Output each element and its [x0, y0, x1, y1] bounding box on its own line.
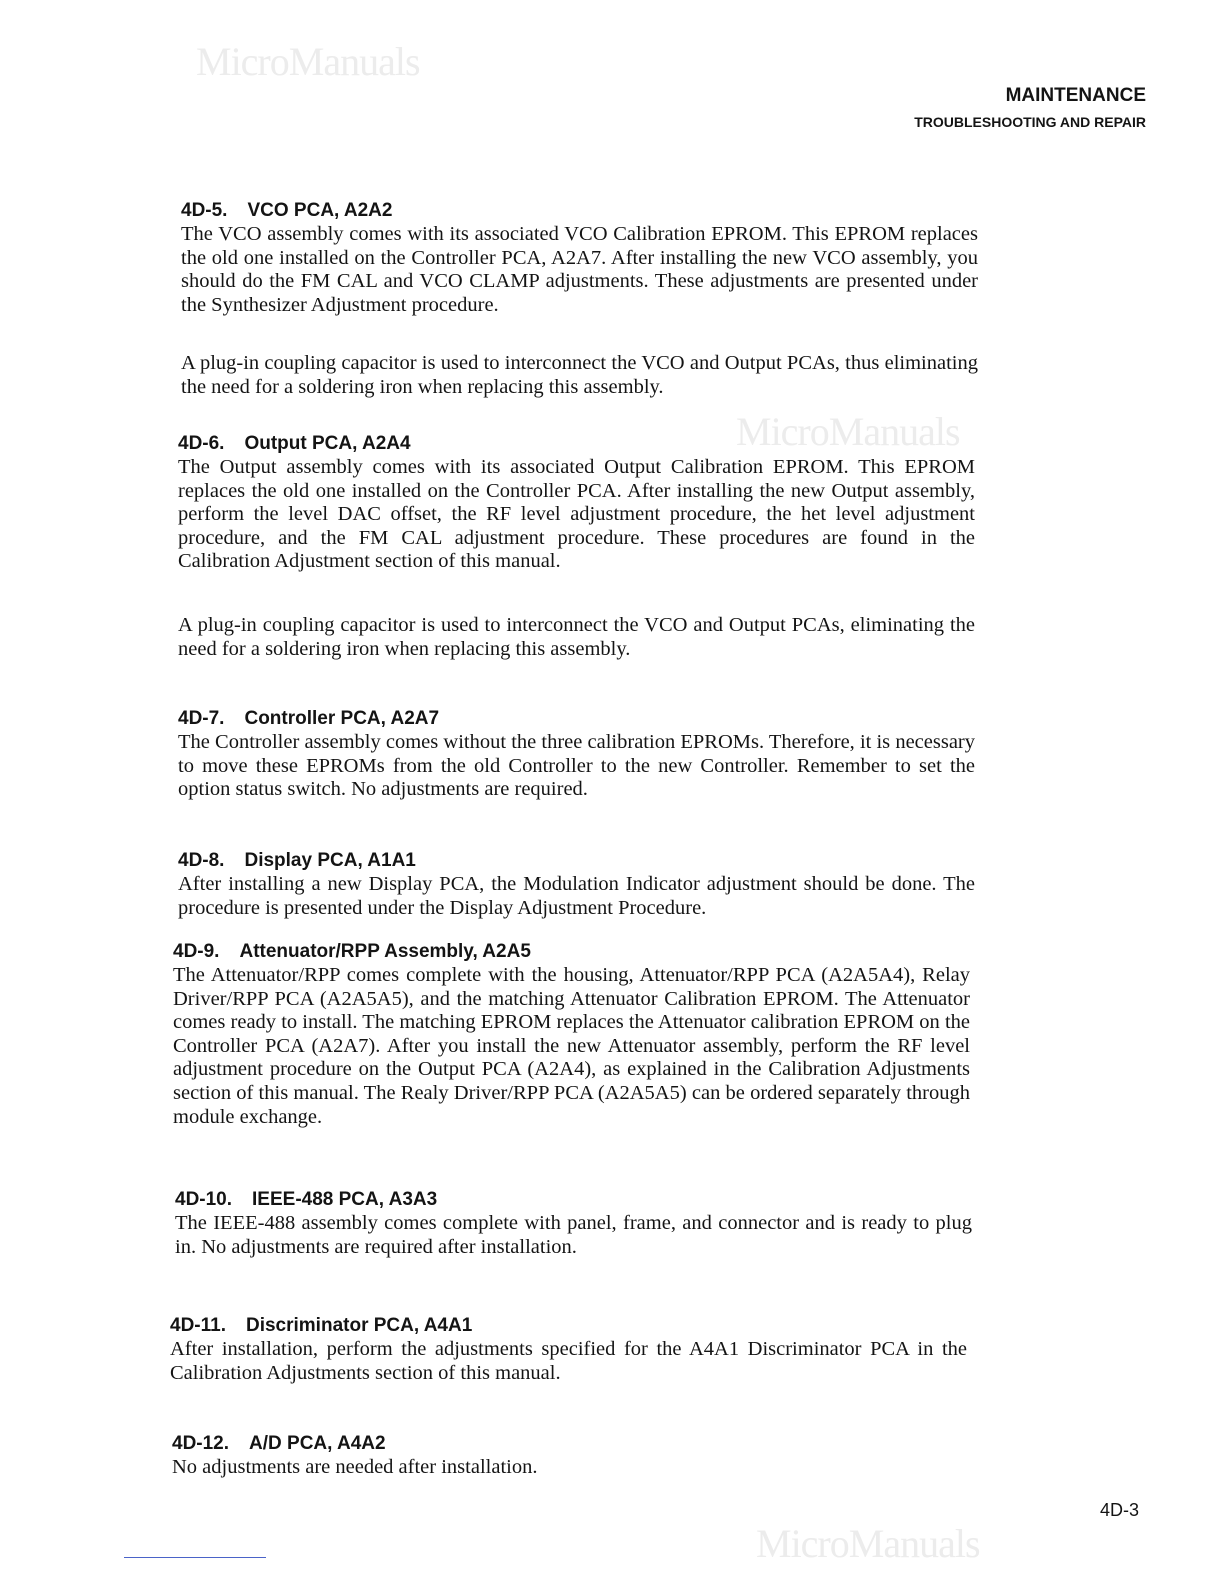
watermark: MicroManuals [196, 39, 420, 84]
section-heading [178, 849, 975, 873]
section-heading [170, 1314, 967, 1338]
paragraph: A plug-in coupling capacitor is used to interconnect the VCO and Output PCAs, thus eliminating the need for a soldering iron when replacing this assembly. [181, 352, 978, 398]
paragraph: The Attenuator/RPP comes complete with the housing, Attenuator/RPP PCA (A2A5A4), Relay Driver/RPP PCA (A2A5A5), and the matching Attenuator Calibration EPROM. The Attenuator comes ready to install. The matching EPROM replaces the Attenuator calibration EPROM on the Controller PCA (A2A7). After you install the new Attenuator assembly, perform the RF level adjustment procedure on the Output PCA (A2A4), as explained in the Calibration Adjustments section of this manual. The Realy Driver/RPP PCA (A2A5A5) can be ordered separately through module exchange. [173, 964, 970, 1128]
paragraph: After installing a new Display PCA, the Modulation Indicator adjustment should be done. The procedure is presented under the Display Adjustment Procedure. [178, 873, 975, 919]
section-number: 4D-9. [173, 941, 220, 962]
section-number: 4D-11. [170, 1315, 226, 1336]
footer-rule [124, 1557, 266, 1558]
section-heading [178, 432, 975, 456]
page-header [914, 84, 1146, 132]
section-heading [173, 940, 970, 964]
section-title: Attenuator/RPP Assembly, A2A5 [239, 941, 531, 962]
section-heading [181, 199, 978, 223]
section-title: VCO PCA, A2A2 [247, 200, 393, 221]
section-title: Display PCA, A1A1 [244, 850, 416, 871]
section-4d-10 [175, 1188, 972, 1259]
watermark: MicroManuals [756, 1521, 980, 1566]
section-number: 4D-5. [181, 200, 228, 221]
section-title: Discriminator PCA, A4A1 [245, 1315, 473, 1336]
section-4d-12 [172, 1432, 969, 1480]
section-number: 4D-12. [172, 1433, 230, 1454]
paragraph: The IEEE-488 assembly comes complete with panel, frame, and connector and is ready to plug in. No adjustments are required after installation. [175, 1212, 972, 1258]
section-4d-7 [178, 707, 975, 802]
section-heading [178, 707, 975, 731]
section-title: IEEE-488 PCA, A3A3 [252, 1189, 438, 1210]
header-subtitle: TROUBLESHOOTING AND REPAIR [914, 114, 1146, 130]
section-title: Controller PCA, A2A7 [244, 708, 440, 729]
paragraph: The VCO assembly comes with its associated VCO Calibration EPROM. This EPROM replaces the old one installed on the Controller PCA, A2A7. After installing the new VCO assembly, you should do the FM CAL and VCO CLAMP adjustments. These adjustments are presented under the Synthesizer Adjustment procedure. [181, 223, 978, 316]
section-title: A/D PCA, A4A2 [249, 1433, 386, 1454]
section-4d-5 [181, 199, 978, 400]
section-number: 4D-7. [178, 708, 225, 729]
watermark: MicroManuals [736, 409, 960, 454]
section-4d-8 [178, 849, 975, 920]
section-number: 4D-6. [178, 433, 225, 454]
header-title: MAINTENANCE [1005, 85, 1146, 106]
section-4d-9 [173, 940, 970, 1129]
paragraph: A plug-in coupling capacitor is used to interconnect the VCO and Output PCAs, eliminating the need for a soldering iron when replacing this assembly. [178, 613, 975, 660]
paragraph: The Controller assembly comes without the three calibration EPROMs. Therefore, it is necessary to move these EPROMs from the old Controller to the new Controller. Remember to set the option status switch. No adjustments are required. [178, 731, 975, 801]
section-number: 4D-8. [178, 850, 225, 871]
paragraph: After installation, perform the adjustments specified for the A4A1 Discriminator PCA in the Calibration Adjustments section of this manual. [170, 1338, 967, 1384]
section-number: 4D-10. [175, 1189, 233, 1210]
paragraph: The Output assembly comes with its associated Output Calibration EPROM. This EPROM replaces the old one installed on the Controller PCA. After installing the new Output assembly, perform the level DAC offset, the RF level adjustment procedure, the het level adjustment procedure, and the FM CAL adjustment procedure. These procedures are found in the Calibration Adjustment section of this manual. [178, 456, 975, 573]
section-heading [172, 1432, 969, 1456]
page-number: 4D-3 [1099, 1500, 1139, 1520]
section-heading [175, 1188, 972, 1212]
paragraph: No adjustments are needed after installation. [172, 1456, 538, 1478]
section-4d-11 [170, 1314, 967, 1385]
section-4d-6 [178, 432, 975, 661]
section-title: Output PCA, A2A4 [244, 433, 411, 454]
